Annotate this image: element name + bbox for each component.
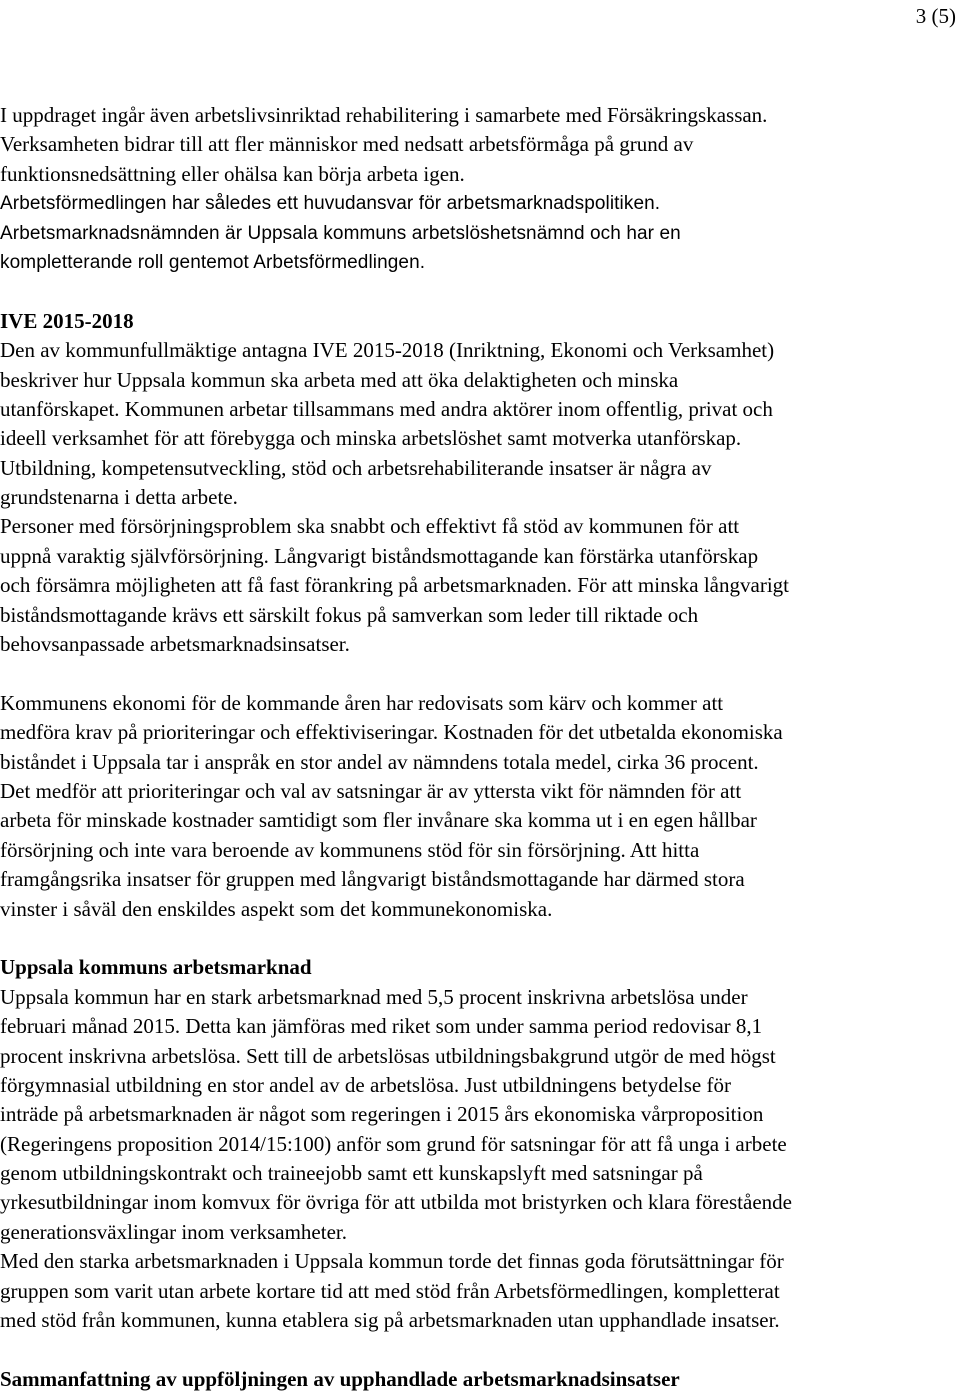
paragraph-line: Personer med försörjningsproblem ska snabbt och effektivt få stöd av kommunen för att (0, 514, 740, 539)
paragraph-spacer (0, 1335, 960, 1364)
paragraph-line: beskriver hur Uppsala kommun ska arbeta med att öka delaktigheten och minska (0, 367, 679, 392)
paragraph-line: framgångsrika insatser för gruppen med långvarigt biståndsmottagande har därmed stora (0, 867, 745, 892)
paragraph-line: försörjning och inte vara beroende av kommunens stöd för sin försörjning. Att hitta (0, 837, 700, 862)
paragraph-line: förgymnasial utbildning en stor andel av de arbetslösa. Just utbildningens betydelse för (0, 1072, 731, 1097)
paragraph-line: uppnå varaktig självförsörjning. Långvarigt biståndsmottagande kan förstärka utanförskap (0, 543, 759, 568)
paragraph-line: genom utbildningskontrakt och traineejobb samt ett kunskapslyft med satsningar på (0, 1161, 703, 1186)
paragraph-line: Uppsala kommun har en stark arbetsmarknad med 5,5 procent inskrivna arbetslösa under (0, 984, 748, 1009)
document-body (0, 101, 960, 1394)
paragraph-line: Verksamheten bidrar till att fler människor med nedsatt arbetsförmåga på grund av (0, 132, 694, 157)
paragraph-line: arbeta för minskade kostnader samtidigt som fler invånare ska komma ut i en egen hållbar (0, 808, 757, 833)
paragraph-line: generationsväxlingar inom verksamheter. (0, 1219, 347, 1244)
section-heading-ive: IVE 2015-2018 (0, 308, 134, 333)
section-heading-labour-market: Uppsala kommuns arbetsmarknad (0, 955, 312, 980)
paragraph-spacer (0, 924, 960, 953)
page-number: 3 (5) (915, 4, 956, 28)
economy-paragraph (0, 689, 960, 924)
section-heading-summary: Sammanfattning av uppföljningen av upphandlade arbetsmarknadsinsatser (0, 1366, 680, 1391)
paragraph-line: grundstenarna i detta arbete. (0, 485, 238, 510)
paragraph-line: Arbetsförmedlingen har således ett huvudansvar för arbetsmarknadspolitiken. (0, 193, 661, 215)
paragraph-line: Utbildning, kompetensutveckling, stöd och arbetsrehabiliterande insatser är några av (0, 455, 712, 480)
paragraph-line: Med den starka arbetsmarknaden i Uppsala kommun torde det finnas goda förutsättningar för (0, 1249, 784, 1274)
paragraph-spacer (0, 277, 960, 306)
paragraph-line: ideell verksamhet för att förebygga och minska arbetslöshet samt motverka utanförskap. (0, 426, 742, 451)
labour-market-section (0, 953, 960, 1335)
paragraph-line: I uppdraget ingår även arbetslivsinriktad rehabilitering i samarbete med Försäkringskassan. (0, 103, 768, 127)
paragraph-line: behovsanpassade arbetsmarknadsinsatser. (0, 632, 350, 657)
paragraph-line: Kommunens ekonomi för de kommande åren har redovisats som kärv och kommer att (0, 690, 724, 715)
paragraph-line: procent inskrivna arbetslösa. Sett till de arbetslösas utbildningsbakgrund utgör de med högst (0, 1043, 776, 1068)
paragraph-line: Den av kommunfullmäktige antagna IVE 2015-2018 (Inriktning, Ekonomi och Verksamhet) (0, 338, 775, 363)
paragraph-line: vinster i såväl den enskildes aspekt som det kommunekonomiska. (0, 896, 553, 921)
paragraph-line: Det medför att prioriteringar och val av satsningar är av yttersta vikt för nämnden för att (0, 778, 742, 803)
ive-section (0, 307, 960, 660)
paragraph-line: biståndet i Uppsala tar i anspråk en stor andel av nämndens totala medel, cirka 36 procent. (0, 749, 759, 774)
paragraph-line: (Regeringens proposition 2014/15:100) anför som grund för satsningar för att få unga i arbete (0, 1131, 787, 1156)
paragraph-line: gruppen som varit utan arbete kortare tid att med stöd från Arbetsförmedlingen, kompletterat (0, 1278, 780, 1303)
paragraph-line: inträde på arbetsmarknaden är något som regeringen i 2015 års ekonomiska vårproposition (0, 1102, 764, 1127)
intro-paragraph (0, 101, 960, 277)
paragraph-line: och försämra möjligheten att få fast förankring på arbetsmarknaden. För att minska långvarigt (0, 573, 789, 598)
paragraph-line: utanförskapet. Kommunen arbetar tillsammans med andra aktörer inom offentlig, privat och (0, 396, 773, 421)
paragraph-line: biståndsmottagande krävs ett särskilt fokus på samverkan som leder till riktade och (0, 602, 699, 627)
paragraph-line: funktionsnedsättning eller ohälsa kan börja arbeta igen. (0, 161, 465, 186)
paragraph-line: med stöd från kommunen, kunna etablera sig på arbetsmarknaden utan upphandlade insatser. (0, 1308, 780, 1333)
paragraph-line: kompletterande roll gentemot Arbetsförmedlingen. (0, 251, 426, 273)
paragraph-spacer (0, 659, 960, 688)
paragraph-line: februari månad 2015. Detta kan jämföras med riket som under samma period redovisar 8,1 (0, 1014, 763, 1039)
paragraph-line: Arbetsmarknadsnämnden är Uppsala kommuns arbetslöshetsnämnd och har en (0, 222, 681, 244)
paragraph-line: medföra krav på prioriteringar och effektiviseringar. Kostnaden för det utbetalda ekonomiska (0, 720, 783, 745)
paragraph-line: yrkesutbildningar inom komvux för övriga för att utbilda mot bristyrken och klara förestående (0, 1190, 792, 1215)
